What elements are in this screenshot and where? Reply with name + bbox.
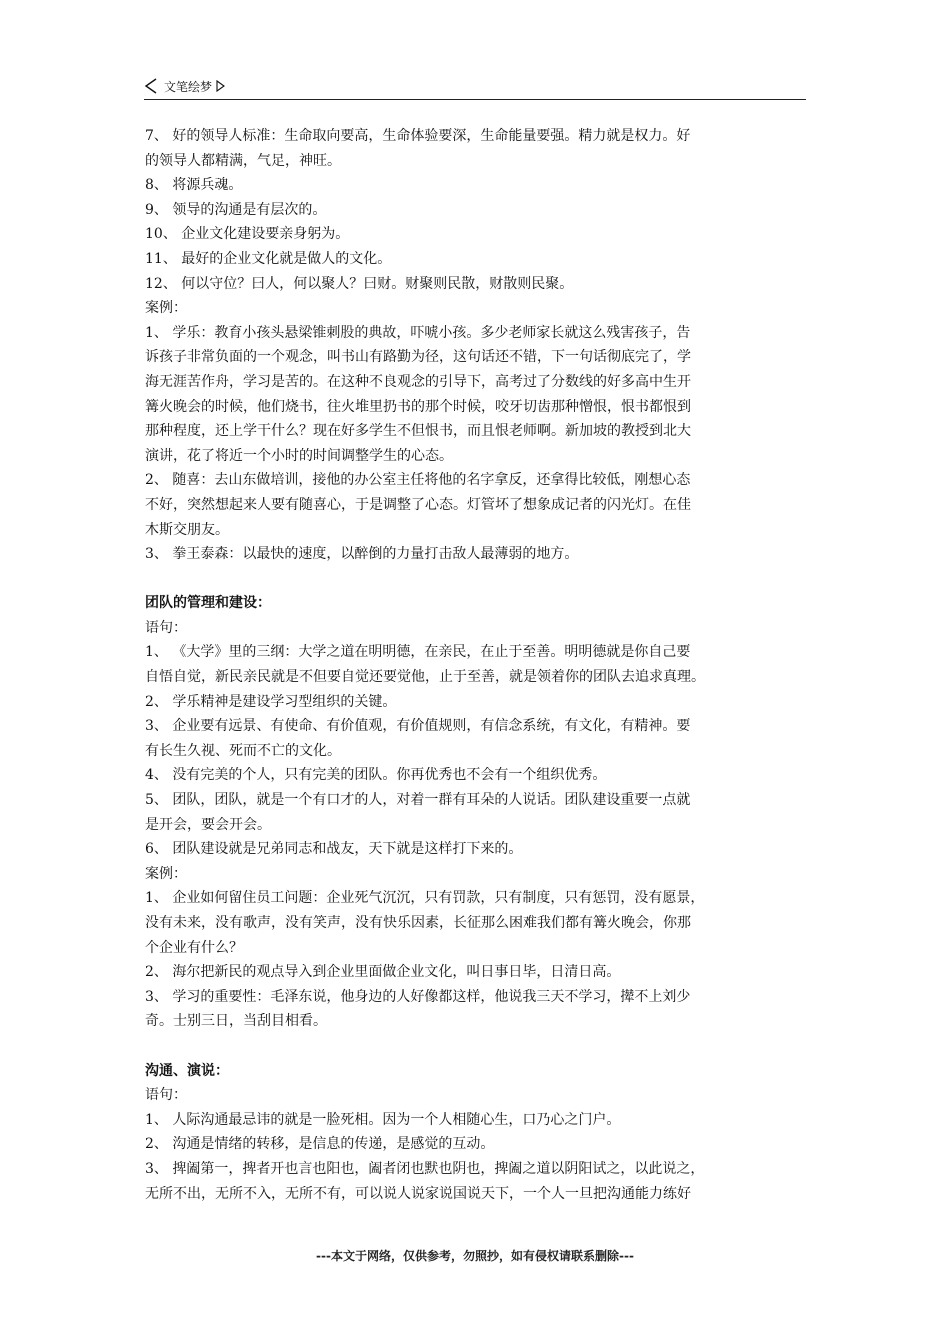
text-line: 个企业有什么？	[145, 939, 243, 956]
text-line: 海无涯苦作舟，学习是苦的。在这种不良观念的引导下，高考过了分数线的好多高中生开	[145, 373, 691, 390]
text-line: 案例：	[145, 300, 187, 317]
text-line: 1、 企业如何留住员工问题：企业死气沉沉，只有罚款，只有制度，只有惩罚，没有愿景，	[145, 890, 705, 907]
header-title: 文笔绘梦	[164, 79, 213, 94]
right-triangle-icon	[216, 80, 226, 92]
text-line: 8、 将源兵魂。	[145, 177, 243, 194]
text-line: 案例：	[145, 865, 187, 882]
text-line: 木斯交朋友。	[145, 521, 229, 538]
text-line: 3、 学习的重要性：毛泽东说，他身边的人好像都这样，他说我三天不学习，撵不上刘少	[145, 988, 691, 1005]
text-line: 3、 企业要有远景、有使命、有价值观，有价值规则，有信念系统，有文化，有精神。要	[145, 718, 691, 735]
text-line: 没有未来，没有歌声，没有笑声，没有快乐因素，长征那么困难我们都有篝火晚会，你那	[145, 915, 691, 931]
text-line: 篝火晚会的时候，他们烧书，往火堆里扔书的那个时候，咬牙切齿那种憎恨，恨书都恨到	[145, 398, 691, 415]
text-line: 2、 沟通是情绪的转移，是信息的传递，是感觉的互动。	[145, 1136, 495, 1153]
text-line: 10、 企业文化建设要亲身躬为。	[145, 226, 350, 243]
text-line: 11、 最好的企业文化就是做人的文化。	[145, 250, 392, 267]
text-line: 奇。士别三日，当刮目相看。	[145, 1013, 327, 1030]
text-line: 2、 学乐精神是建设学习型组织的关键。	[145, 693, 397, 710]
text-line: 1、 人际沟通最忌讳的就是一脸死相。因为一个人相随心生，口乃心之门户。	[145, 1111, 621, 1128]
text-line: 自悟自觉，新民亲民就是不但要自觉还要觉他，止于至善，就是领着你的团队去追求真理。	[145, 669, 705, 686]
text-line: 6、 团队建设就是兄弟同志和战友，天下就是这样打下来的。	[145, 841, 523, 858]
blank-line	[145, 1034, 810, 1059]
text-line: 2、 随喜：去山东做培训，接他的办公室主任将他的名字拿反，还拿得比较低，刚想心态	[145, 472, 691, 489]
section-heading: 团队的管理和建设：	[145, 595, 271, 612]
document-body	[145, 124, 810, 1206]
text-line: 2、 海尔把新民的观点导入到企业里面做企业文化，叫日事日毕，日清日高。	[145, 964, 621, 981]
page-header	[144, 73, 806, 100]
text-line: 12、 何以守位？曰人，何以聚人？曰财。财聚则民散，财散则民聚。	[145, 275, 574, 292]
blank-line	[145, 567, 810, 592]
text-line: 是开会，要会开会。	[145, 816, 271, 833]
text-line: 4、 没有完美的个人，只有完美的团队。你再优秀也不会有一个组织优秀。	[145, 767, 607, 784]
text-line: 不好，突然想起来人要有随喜心，于是调整了心态。灯管坏了想象成记者的闪光灯。在佳	[145, 496, 691, 513]
text-line: 1、 学乐：教育小孩头悬梁锥刺股的典故，吓唬小孩。多少老师家长就这么残害孩子，告	[145, 324, 691, 341]
text-line: 那种程度，还上学干什么？现在好多学生不但恨书，而且恨老师啊。新加坡的教授到北大	[145, 423, 691, 440]
text-line: 演讲，花了将近一个小时的时间调整学生的心态。	[145, 447, 453, 464]
text-line: 语句：	[145, 619, 187, 636]
text-line: 1、 《大学》里的三纲：大学之道在明明德，在亲民，在止于至善。明明德就是你自己要	[145, 644, 691, 661]
left-triangle-icon	[144, 78, 158, 94]
text-line: 的领导人都精满，气足，神旺。	[145, 152, 341, 169]
page-footer: ---本文于网络，仅供参考，勿照抄，如有侵权请联系删除---	[316, 1249, 634, 1263]
text-line: 语句：	[145, 1087, 187, 1104]
text-line: 诉孩子非常负面的一个观念，叫书山有路勤为径，这句话还不错，下一句话彻底完了，学	[145, 349, 691, 366]
text-line: 3、 拳王泰森：以最快的速度，以醉倒的力量打击敌人最薄弱的地方。	[145, 546, 579, 563]
text-line: 5、 团队，团队，就是一个有口才的人，对着一群有耳朵的人说话。团队建设重要一点就	[145, 792, 691, 809]
section-heading: 沟通、演说：	[145, 1062, 229, 1079]
text-line: 无所不出，无所不入，无所不有，可以说人说家说国说天下，一个人一旦把沟通能力练好	[145, 1185, 691, 1202]
text-line: 7、 好的领导人标准：生命取向要高，生命体验要深，生命能量要强。精力就是权力。好	[145, 128, 691, 144]
text-line: 有长生久视、死而不亡的文化。	[145, 742, 341, 759]
text-line: 9、 领导的沟通是有层次的。	[145, 201, 327, 218]
text-line: 3、 捭阖第一，捭者开也言也阳也，阖者闭也默也阴也，捭阖之道以阴阳试之，以此说之，	[145, 1160, 705, 1177]
